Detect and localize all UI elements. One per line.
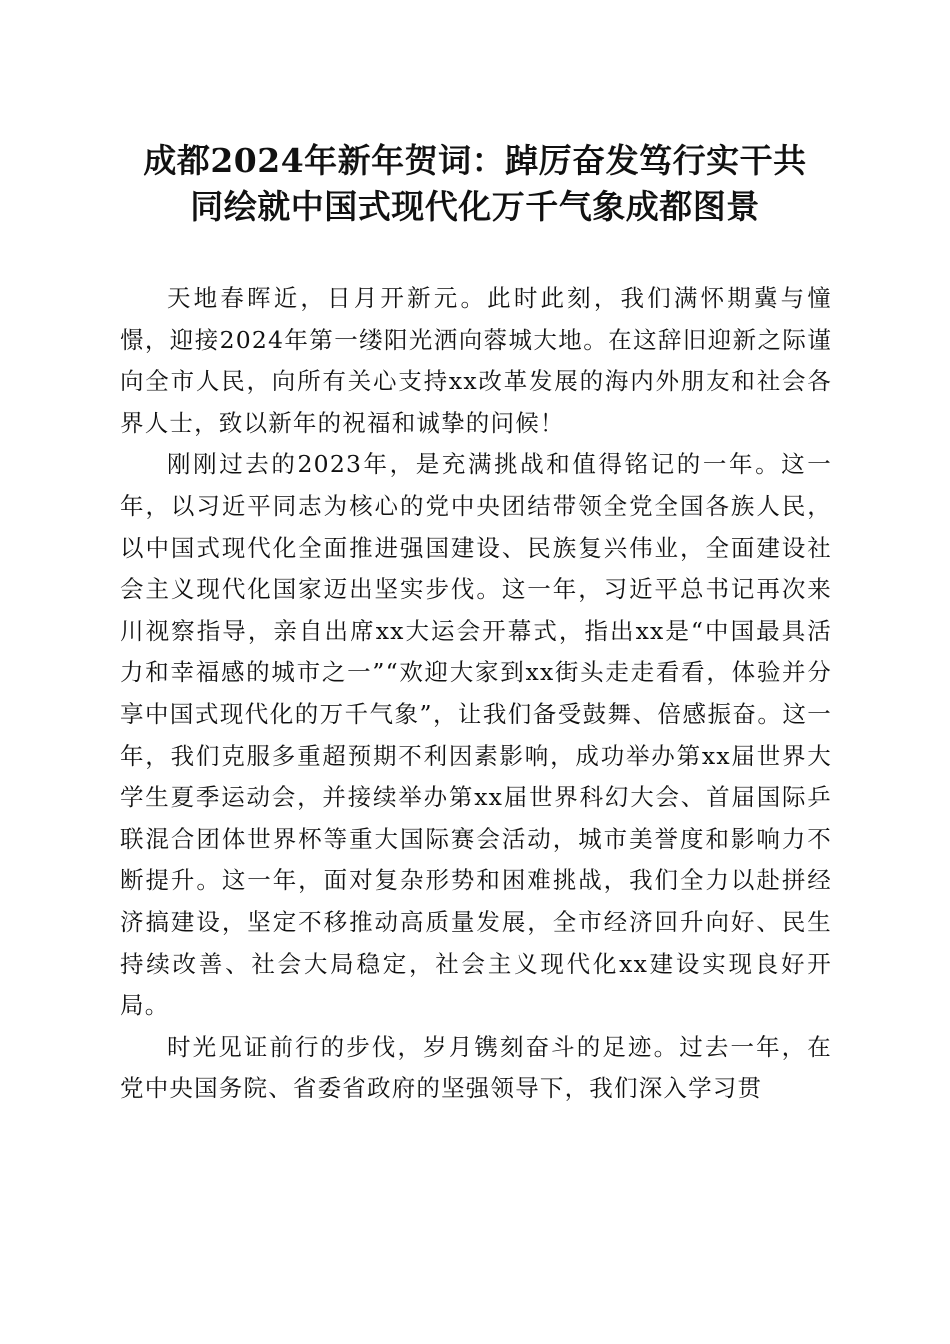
paragraph-1: 天地春晖近，日月开新元。此时此刻，我们满怀期冀与憧憬，迎接2024年第一缕阳光洒向蓉城大地。在这辞旧迎新之际谨向全市人民，向所有关心支持xx改革发展的海内外朋友和社会各界人士，致以新年的祝福和诚挚的问候！ [120, 284, 832, 437]
title-line-2: 同绘就中国式现代化万千气象成都图景 [190, 187, 760, 226]
title-line-1: 成都2024年新年贺词：踔厉奋发笃行实干共 [143, 141, 807, 180]
paragraph-2: 刚刚过去的2023年，是充满挑战和值得铭记的一年。这一年，以习近平同志为核心的党中央团结带领全党全国各族人民，以中国式现代化全面推进强国建设、民族复兴伟业，全面建设社会主义现代化国家迈出坚实步伐。这一年，习近平总书记再次来川视察指导，亲自出席xx大运会开幕式，指出xx是“中国最具活力和幸福感的城市之一”“欢迎大家到xx街头走走看看，体验并分享中国式现代化的万千气象”，让我们备受鼓舞、倍感振奋。这一年，我们克服多重超预期不利因素影响，成功举办第xx届世界大学生夏季运动会，并接续举办第xx届世界科幻大会、首届国际乒联混合团体世界杯等重大国际赛会活动，城市美誉度和影响力不断提升。这一年，面对复杂形势和困难挑战，我们全力以赴拼经济搞建设，坚定不移推动高质量发展，全市经济回升向好、民生持续改善、社会大局稳定，社会主义现代化xx建设实现良好开局。 [120, 450, 832, 1020]
document-body [120, 278, 832, 1110]
document-title [110, 138, 840, 230]
paragraph-3: 时光见证前行的步伐，岁月镌刻奋斗的足迹。过去一年，在党中央国务院、省委省政府的坚强领导下，我们深入学习贯 [120, 1032, 832, 1103]
